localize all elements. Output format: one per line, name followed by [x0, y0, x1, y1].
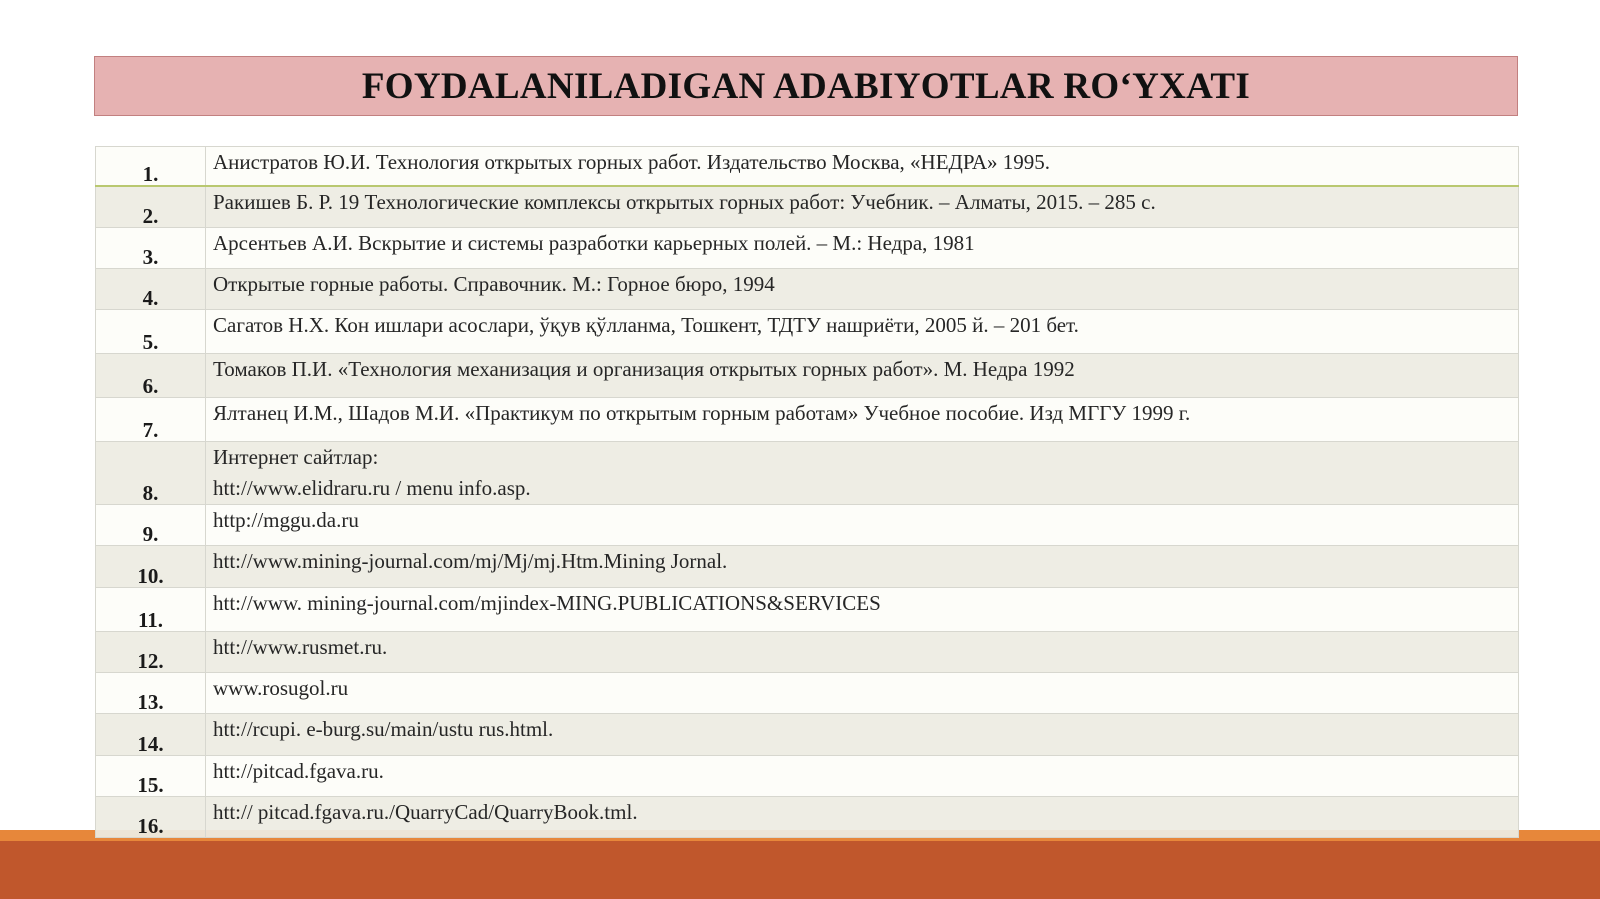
- reference-number-cell: [96, 756, 206, 797]
- reference-number-cell: [96, 147, 206, 186]
- reference-number-cell: [96, 442, 206, 505]
- reference-text: Ялтанец И.М., Шадов М.И. «Практикум по открытым горным работам» Учебное пособие. Изд МГГУ 1999 г.: [213, 401, 1191, 425]
- reference-text: Ракишев Б. Р. 19 Технологические комплексы открытых горных работ: Учебник. – Алматы, 2015. – 285 с.: [213, 189, 1156, 214]
- reference-text: Открытые горные работы. Справочник. М.: Горное бюро, 1994: [213, 272, 775, 296]
- reference-row: [96, 310, 1519, 354]
- reference-number: 15.: [137, 773, 164, 797]
- reference-number-cell: [96, 354, 206, 398]
- reference-text: htt://www.rusmet.ru.: [213, 635, 388, 659]
- reference-row: [96, 714, 1519, 756]
- title-banner: [94, 56, 1518, 116]
- reference-row: [96, 442, 1519, 505]
- reference-number-cell: [96, 310, 206, 354]
- reference-text: http://mggu.da.ru: [213, 508, 359, 532]
- reference-text: htt://www.mining-journal.com/mj/Mj/mj.Htm.Mining Jornal.: [213, 549, 728, 573]
- reference-text-cell: [206, 186, 1519, 228]
- reference-text-cell: [206, 756, 1519, 797]
- reference-number-cell: [96, 797, 206, 838]
- reference-text: htt://www.elidraru.ru / menu info.asp.: [213, 476, 531, 500]
- reference-text: htt://rcupi. e-burg.su/main/ustu rus.html.: [213, 717, 554, 741]
- reference-row: [96, 228, 1519, 269]
- reference-text: htt://pitcad.fgava.ru.: [213, 759, 384, 783]
- reference-number-cell: [96, 632, 206, 673]
- reference-number-cell: [96, 546, 206, 588]
- reference-text-cell: [206, 310, 1519, 354]
- reference-number: 4.: [142, 286, 159, 310]
- reference-text-cell: [206, 442, 1519, 505]
- reference-row: [96, 269, 1519, 310]
- reference-number: 10.: [137, 564, 164, 588]
- reference-number: 7.: [142, 418, 159, 442]
- reference-number: 2.: [142, 204, 159, 228]
- reference-text: Томаков П.И. «Технология механизация и организация открытых горных работ». М. Недра 1992: [213, 357, 1075, 381]
- reference-text-cell: [206, 147, 1519, 186]
- reference-number: 9.: [142, 522, 159, 546]
- reference-row: [96, 673, 1519, 714]
- reference-text-cell: [206, 354, 1519, 398]
- reference-row: [96, 632, 1519, 673]
- reference-text-cell: [206, 632, 1519, 673]
- reference-row: [96, 756, 1519, 797]
- reference-number: 11.: [137, 608, 164, 632]
- page-title: FOYDALANILADIGAN ADABIYOTLAR RO‘YXATI: [361, 65, 1251, 107]
- reference-row: [96, 797, 1519, 838]
- reference-number: 14.: [137, 732, 164, 756]
- reference-number: 12.: [137, 649, 164, 673]
- reference-number: 16.: [137, 814, 164, 838]
- reference-number: 1.: [142, 161, 159, 186]
- reference-number-cell: [96, 398, 206, 442]
- reference-text-cell: [206, 797, 1519, 838]
- reference-text: Интернет сайтлар:: [213, 445, 379, 469]
- reference-text: Анистратов Ю.И. Технология открытых горных работ. Издательство Москва, «НЕДРА» 1995.: [213, 150, 1051, 174]
- reference-text: htt://www. mining-journal.com/mjindex-MING.PUBLICATIONS&SERVICES: [213, 591, 881, 615]
- reference-number-cell: [96, 505, 206, 546]
- references-table-body: [96, 147, 1519, 838]
- reference-text-cell: [206, 588, 1519, 632]
- reference-row: [96, 588, 1519, 632]
- reference-text-cell: [206, 228, 1519, 269]
- reference-text: www.rosugol.ru: [213, 676, 349, 700]
- reference-number-cell: [96, 588, 206, 632]
- reference-row: [96, 354, 1519, 398]
- reference-number-cell: [96, 673, 206, 714]
- reference-text-cell: [206, 269, 1519, 310]
- reference-text: Сагатов Н.Х. Кон ишлари асослари, ўқув қўлланма, Тошкент, ТДТУ нашриёти, 2005 й. – 201 бет.: [213, 313, 1079, 337]
- reference-text-cell: [206, 505, 1519, 546]
- reference-row: [96, 398, 1519, 442]
- references-table: [95, 146, 1519, 838]
- reference-text: htt:// pitcad.fgava.ru./QuarryCad/QuarryBook.tml.: [213, 800, 638, 824]
- reference-number-cell: [96, 228, 206, 269]
- reference-text-cell: [206, 714, 1519, 756]
- reference-row: [96, 505, 1519, 546]
- reference-text-cell: [206, 546, 1519, 588]
- reference-number: 3.: [142, 245, 159, 269]
- reference-number-cell: [96, 186, 206, 228]
- reference-number: 6.: [142, 374, 159, 398]
- reference-number-cell: [96, 714, 206, 756]
- reference-number: 8.: [142, 481, 159, 505]
- reference-number-cell: [96, 269, 206, 310]
- reference-text-cell: [206, 398, 1519, 442]
- reference-number: 5.: [142, 330, 159, 354]
- reference-row: [96, 186, 1519, 228]
- reference-number: 13.: [137, 690, 164, 714]
- reference-text-cell: [206, 673, 1519, 714]
- reference-row: [96, 546, 1519, 588]
- reference-row: [96, 147, 1519, 186]
- reference-text: Арсентьев А.И. Вскрытие и системы разработки карьерных полей. – М.: Недра, 1981: [213, 231, 975, 255]
